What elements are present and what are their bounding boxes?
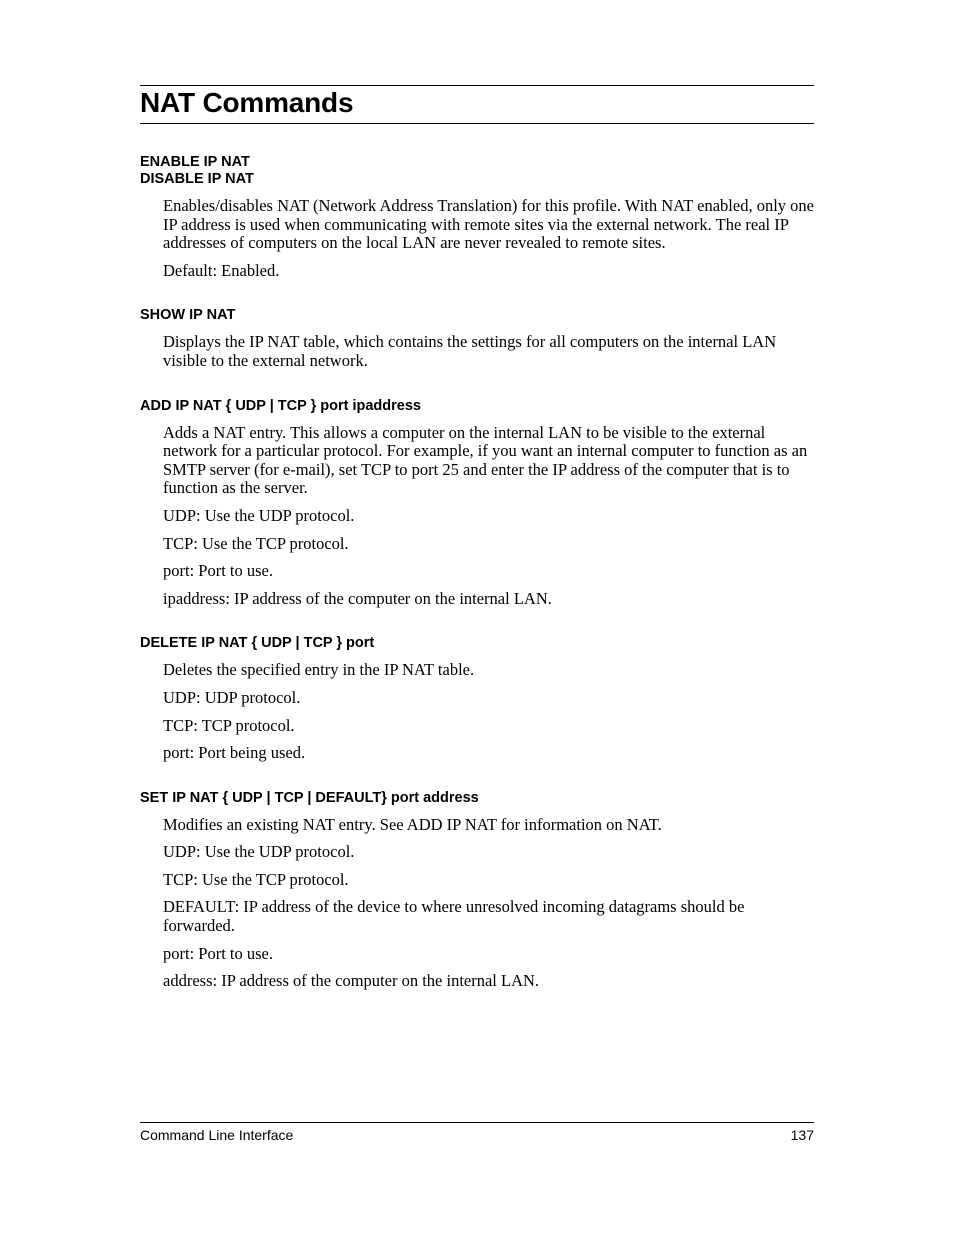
paragraph: TCP: Use the TCP protocol. (163, 869, 349, 889)
command-name: SHOW IP NAT (140, 307, 236, 324)
paragraph: TCP: TCP protocol. (163, 715, 295, 735)
paragraph: Displays the IP NAT table, which contains the settings for all computers on the internal LAN visible to the external network. (163, 332, 777, 370)
title-rule (140, 123, 814, 124)
command-name: DISABLE IP NAT (140, 171, 254, 187)
section-heading (140, 398, 814, 415)
paragraph: Default: Enabled. (163, 260, 280, 280)
paragraph: port: Port to use. (163, 561, 273, 581)
section-enable-ip-nat (140, 154, 814, 280)
paragraph: address: IP address of the computer on the internal LAN. (163, 971, 540, 991)
section-set-ip-nat (140, 790, 814, 991)
page-number: 137 (790, 1127, 814, 1143)
paragraph: Deletes the specified entry in the IP NAT table. (163, 660, 475, 680)
command-name: SET IP NAT { UDP | TCP | DEFAULT} port address (140, 789, 479, 806)
paragraph: UDP: Use the UDP protocol. (163, 505, 355, 525)
section-heading (140, 307, 814, 324)
paragraph: UDP: UDP protocol. (163, 687, 301, 707)
command-name: ADD IP NAT { UDP | TCP } port ipaddress (140, 397, 421, 414)
command-name: DELETE IP NAT { UDP | TCP } port (140, 635, 375, 652)
footer-rule (140, 1122, 814, 1123)
document-page (140, 0, 814, 1235)
paragraph: port: Port to use. (163, 943, 273, 963)
paragraph: UDP: Use the UDP protocol. (163, 842, 355, 862)
command-name: ENABLE IP NAT (140, 154, 250, 170)
section-show-ip-nat (140, 307, 814, 370)
section-heading (140, 635, 814, 652)
paragraph: TCP: Use the TCP protocol. (163, 533, 349, 553)
section-delete-ip-nat (140, 635, 814, 762)
paragraph: DEFAULT: IP address of the device to where unresolved incoming datagrams should be forwarded. (163, 897, 745, 936)
paragraph: Adds a NAT entry. This allows a computer on the internal LAN to be visible to the external network for a particular protocol. For example, if you want an internal computer to function as an SMTP server (for e-mail), set TCP to port 25 and enter the IP address of the computer that is to function as the server. (163, 422, 808, 498)
section-add-ip-nat (140, 398, 814, 609)
paragraph: ipaddress: IP address of the computer on the internal LAN. (163, 588, 552, 608)
section-heading (140, 790, 814, 807)
page-title: NAT Commands (140, 87, 354, 118)
paragraph: port: Port being used. (163, 743, 306, 763)
paragraph: Enables/disables NAT (Network Address Translation) for this profile. With NAT enabled, only one IP address is used when communicating with remote sites via the external network. The real IP addresses of computers on the local LAN are never revealed to remote sites. (163, 196, 815, 253)
section-heading (140, 154, 814, 188)
footer-title: Command Line Interface (140, 1127, 294, 1143)
paragraph: Modifies an existing NAT entry. See ADD IP NAT for information on NAT. (163, 814, 662, 834)
content (140, 154, 814, 991)
